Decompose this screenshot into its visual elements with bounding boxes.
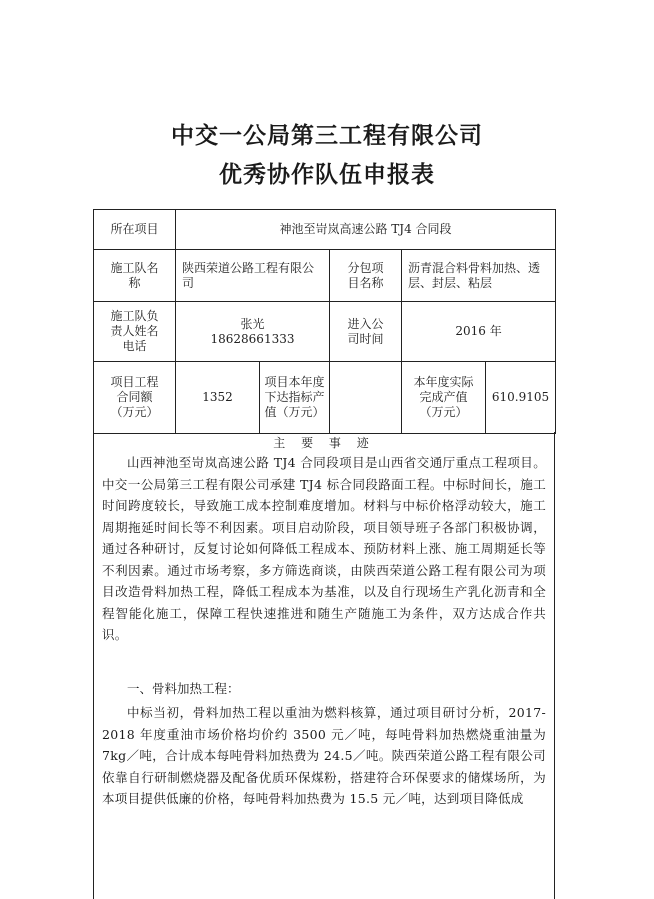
project-label: 所在项目 bbox=[94, 210, 176, 250]
target-label: 项目本年度下达指标产值（万元） bbox=[260, 362, 330, 434]
subcontract-value: 沥青混合料骨料加热、透层、封层、粘层 bbox=[402, 250, 556, 302]
main-deeds-paragraph-1: 山西神池至岢岚高速公路 TJ4 合同段项目是山西省交通厅重点工程项目。中交一公局第三工程有限公司承建 TJ4 标合同段路面工程。中标时间长，施工时间跨度较长，导致施工成本控制难度增加。材料与中标价格浮动较大，施工周期拖延时间长等不利因素。项目启动阶段，项目领导班子各部门积极协调，通过各种研讨，反复讨论如何降低工程成本、预防材料上涨、施工周期延长等不利因素。通过市场考察，多方筛选商谈，由陕西荣道公路工程有限公司为项目改造骨料加热工程，降低工程成本为基准，以及自行现场生产乳化沥青和全程智能化施工，保障工程快速推进和随生产随施工为条件，双方达成合作共识。 bbox=[102, 455, 546, 642]
target-value bbox=[330, 362, 402, 434]
leader-name: 张光 bbox=[240, 316, 265, 331]
project-value: 神池至岢岚高速公路 TJ4 合同段 bbox=[176, 210, 556, 250]
application-form-table bbox=[93, 209, 556, 434]
actual-label: 本年度实际完成产值（万元） bbox=[402, 362, 486, 434]
join-label: 进入公司时间 bbox=[330, 302, 402, 362]
leader-phone: 18628661333 bbox=[210, 331, 295, 346]
company-title: 中交一公局第三工程有限公司 bbox=[171, 123, 483, 149]
subcontract-label: 分包项目名称 bbox=[330, 250, 402, 302]
actual-value: 610.9105 bbox=[486, 362, 556, 434]
team-name-label: 施工队名称 bbox=[94, 250, 176, 302]
leader-info bbox=[176, 302, 330, 362]
main-deeds-title: 主 要 事 迹 bbox=[273, 436, 375, 450]
leader-label: 施工队负责人姓名 电话 bbox=[94, 302, 176, 362]
contract-label: 项目工程合同额（万元） bbox=[94, 362, 176, 434]
main-deeds-section bbox=[93, 432, 555, 899]
section-heading-aggregate-heating: 一、骨料加热工程： bbox=[127, 681, 240, 696]
main-deeds-paragraph-2: 中标当初，骨料加热工程以重油为燃料核算，通过项目研讨分析，2017-2018 年度重油市场价格均价约 3500 元／吨，每吨骨料加热燃烧重油量为 7kg／吨，合计成本每吨骨料加热费为 24.5／吨。陕西荣道公路工程有限公司依靠自行研制燃烧器及配备优质环保煤粉，搭建符合环保要求的储煤场所，为本项目提供低廉的价格，每吨骨料加热费为 15.5 元／吨，达到项目降低成 bbox=[102, 705, 546, 806]
team-name-value: 陕西荣道公路工程有限公司 bbox=[176, 250, 330, 302]
form-title: 优秀协作队伍申报表 bbox=[219, 162, 435, 188]
join-value: 2016 年 bbox=[402, 302, 556, 362]
contract-value: 1352 bbox=[176, 362, 260, 434]
